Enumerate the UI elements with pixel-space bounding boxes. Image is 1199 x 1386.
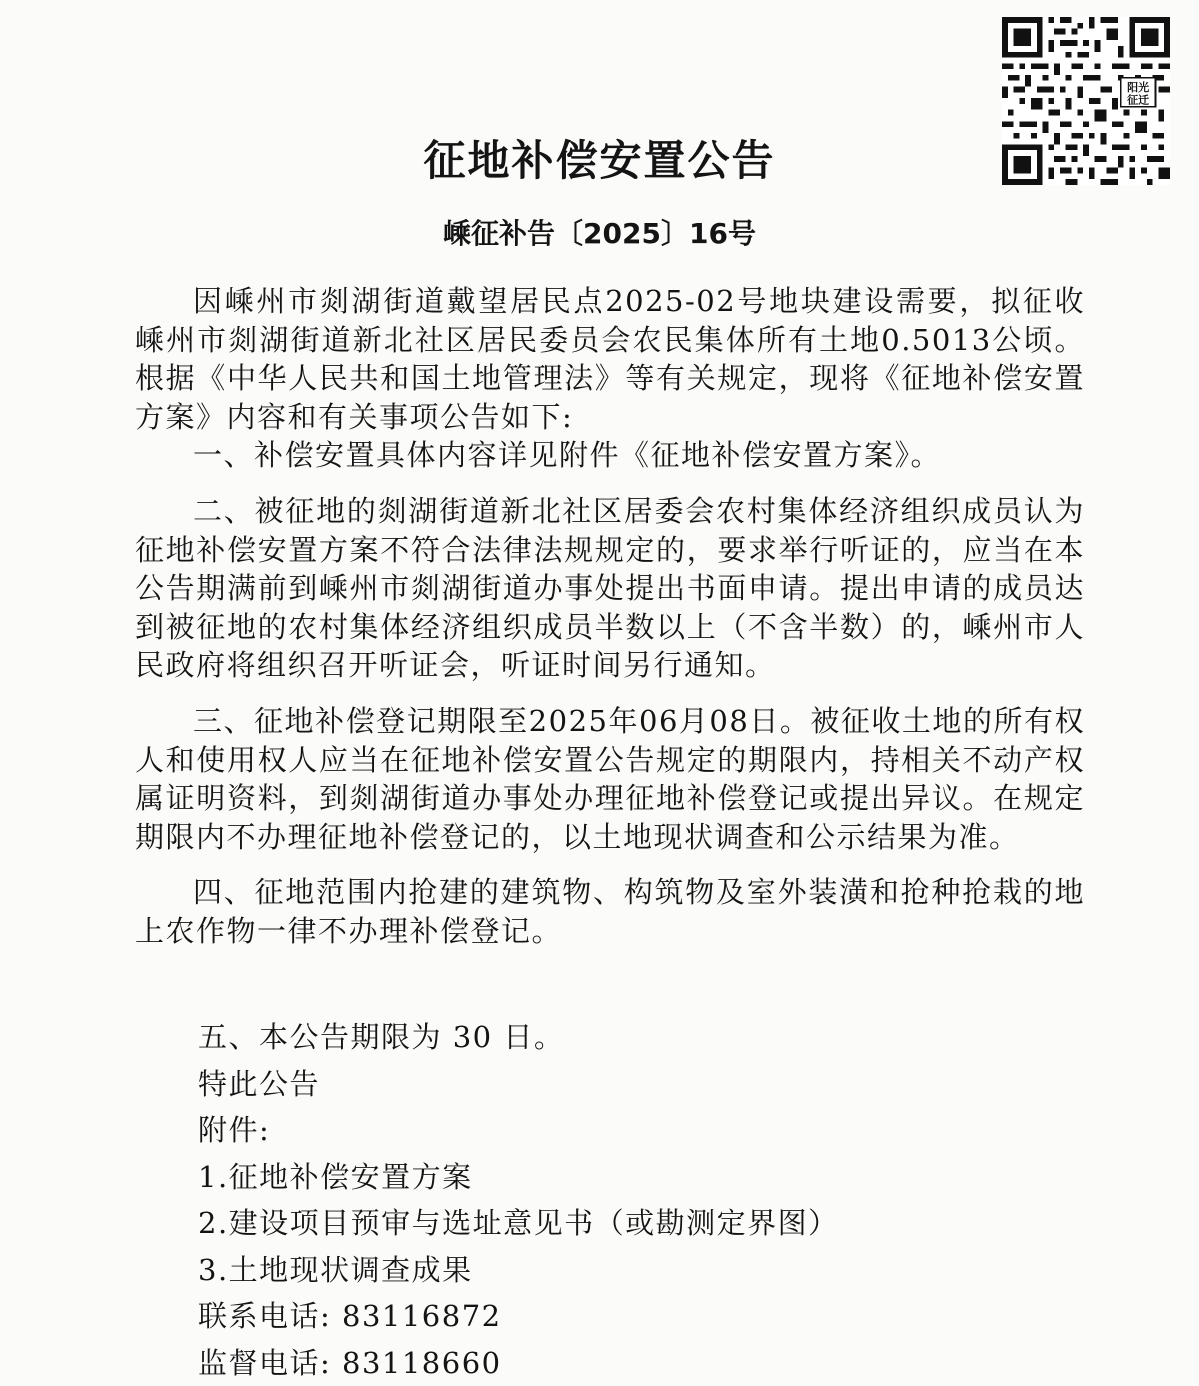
notice-footer [198,1014,1098,1386]
attachment-item: 1.征地补偿安置方案 [198,1154,1098,1201]
notice-body [135,282,1085,951]
closing-line: 特此公告 [198,1061,1098,1108]
notice-period-line: 五、本公告期限为 30 日。 [198,1014,1098,1061]
qr-caption-bottom: 征迁 [1127,92,1149,106]
supervision-phone: 监督电话: 83118660 [198,1340,1098,1386]
intro-paragraph: 因嵊州市剡湖街道戴望居民点2025-02号地块建设需要，拟征收嵊州市剡湖街道新北社区居民委员会农民集体所有土地0.5013公顷。根据《中华人民共和国土地管理法》等有关规定，现将《征地补偿安置方案》内容和有关事项公告如下: [135,282,1085,436]
page-title: 征地补偿安置公告 [0,128,1199,188]
attachment-item: 2.建设项目预审与选址意见书（或勘测定界图） [198,1200,1098,1247]
document-number: 嵊征补告〔2025〕16号 [0,212,1199,252]
attachments-heading: 附件: [198,1107,1098,1154]
item-2-paragraph: 二、被征地的剡湖街道新北社区居委会农村集体经济组织成员认为征地补偿安置方案不符合法律法规规定的，要求举行听证的，应当在本公告期满前到嵊州市剡湖街道办事处提出书面申请。提出申请的成员达到被征地的农村集体经济组织成员半数以上（不含半数）的，嵊州市人民政府将组织召开听证会，听证时间另行通知。 [135,492,1085,685]
item-4-paragraph: 四、征地范围内抢建的建筑物、构筑物及室外装潢和抢种抢栽的地上农作物一律不办理补偿登记。 [135,873,1085,950]
qr-caption-top: 阳光 [1127,80,1149,94]
item-3-paragraph: 三、征地补偿登记期限至2025年06月08日。被征收土地的所有权人和使用权人应当在征地补偿安置公告规定的期限内，持相关不动产权属证明资料，到剡湖街道办事处办理征地补偿登记或提出异议。在规定期限内不办理征地补偿登记的，以土地现状调查和公示结果为准。 [135,702,1085,856]
contact-phone: 联系电话: 83116872 [198,1293,1098,1340]
attachment-item: 3.土地现状调查成果 [198,1247,1098,1294]
item-1-paragraph: 一、补偿安置具体内容详见附件《征地补偿安置方案》。 [135,436,1085,475]
